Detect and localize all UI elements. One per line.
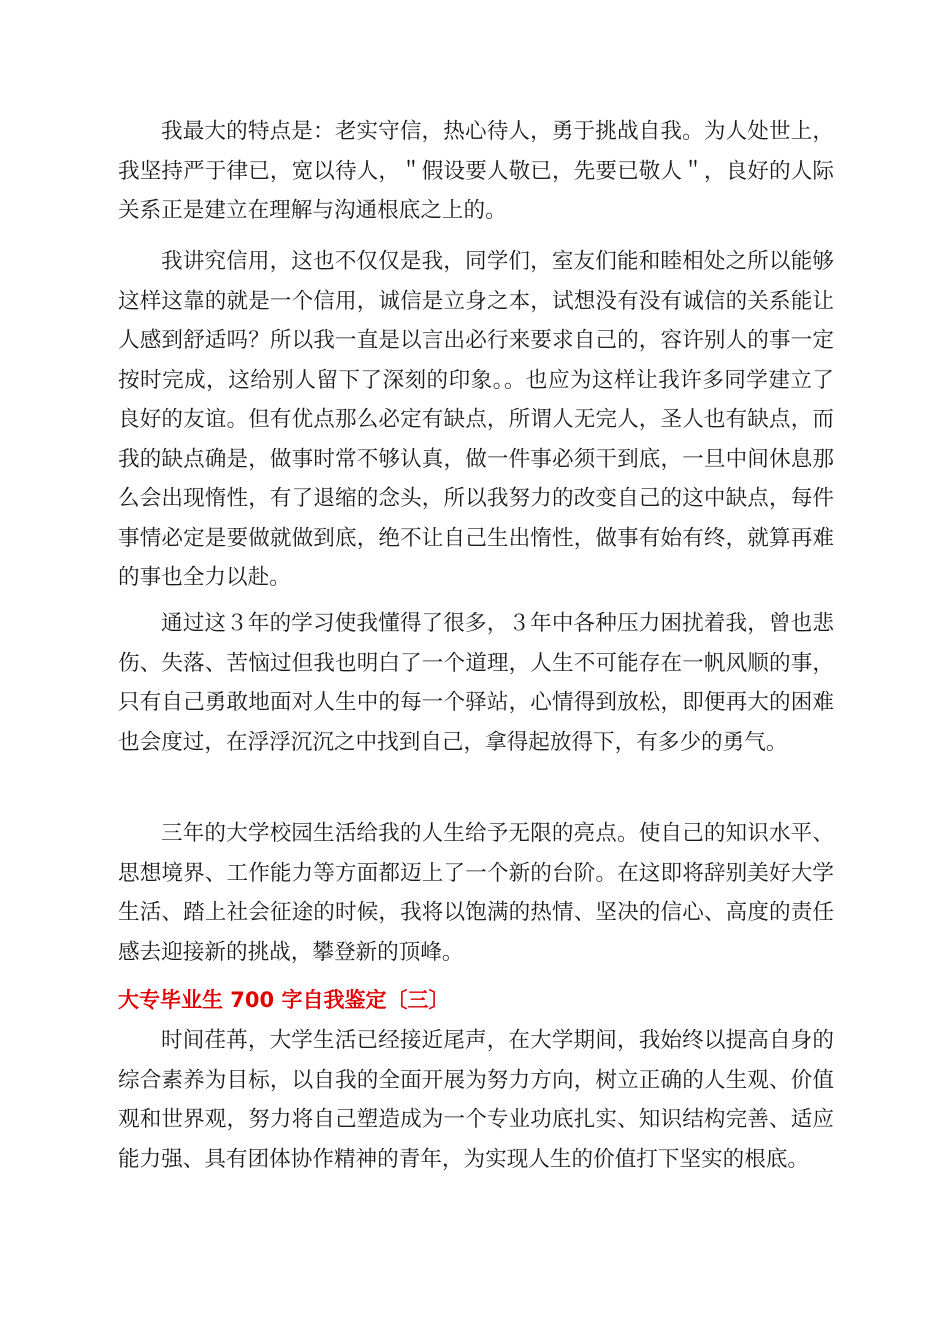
body-paragraph: 我最大的特点是：老实守信，热心待人，勇于挑战自我。为人处世上，我坚持严于律已，宽以待人，＂假设要人敬已，先要已敬人＂，良好的人际关系正是建立在理解与沟通根底之上的。 [118, 119, 834, 223]
body-paragraph: 通过这３年的学习使我懂得了很多，３年中各种压力困扰着我，曾也悲伤、失落、苦恼过但我也明白了一个道理，人生不可能存在一帆风顺的事，只有自己勇敢地面对人生中的每一个驿站，心情得到放松，即便再大的困难也会度过，在浮浮沉沉之中找到自己，拿得起放得下，有多少的勇气。 [118, 611, 834, 755]
body-paragraph: 我讲究信用，这也不仅仅是我，同学们，室友们能和睦相处之所以能够这样这靠的就是一个信用，诚信是立身之本，试想没有没有诚信的关系能让人感到舒适吗？所以我一直是以言出必行来要求自己的，容许别人的事一定按时完成，这给别人留下了深刻的印象。。也应为这样让我许多同学建立了良好的友谊。但有优点那么必定有缺点，所谓人无完人，圣人也有缺点，而我的缺点确是，做事时常不够认真，做一件事必须干到底，一旦中间休息那么会出现惰性，有了退缩的念头，所以我努力的改变自己的这中缺点，每件事情必定是要做就做到底，绝不让自己生出惰性，做事有始有终，就算再难的事也全力以赴。 [118, 249, 834, 590]
body-paragraph: 三年的大学校园生活给我的人生给予无限的亮点。使自己的知识水平、思想境界、工作能力等方面都迈上了一个新的台阶。在这即将辞别美好大学生活、踏上社会征途的时候，我将以饱满的热情、坚决的信心、高度的责任感去迎接新的挑战，攀登新的顶峰。 [118, 821, 834, 965]
section-heading: 大专毕业生 700 字自我鉴定〔三〕 [118, 988, 450, 1012]
body-paragraph: 时间荏苒，大学生活已经接近尾声，在大学期间，我始终以提高自身的综合素养为目标，以自我的全面开展为努力方向，树立正确的人生观、价值观和世界观，努力将自己塑造成为一个专业功底扎实、知识结构完善、适应能力强、具有团体协作精神的青年，为实现人生的价值打下坚实的根底。 [118, 1028, 834, 1172]
